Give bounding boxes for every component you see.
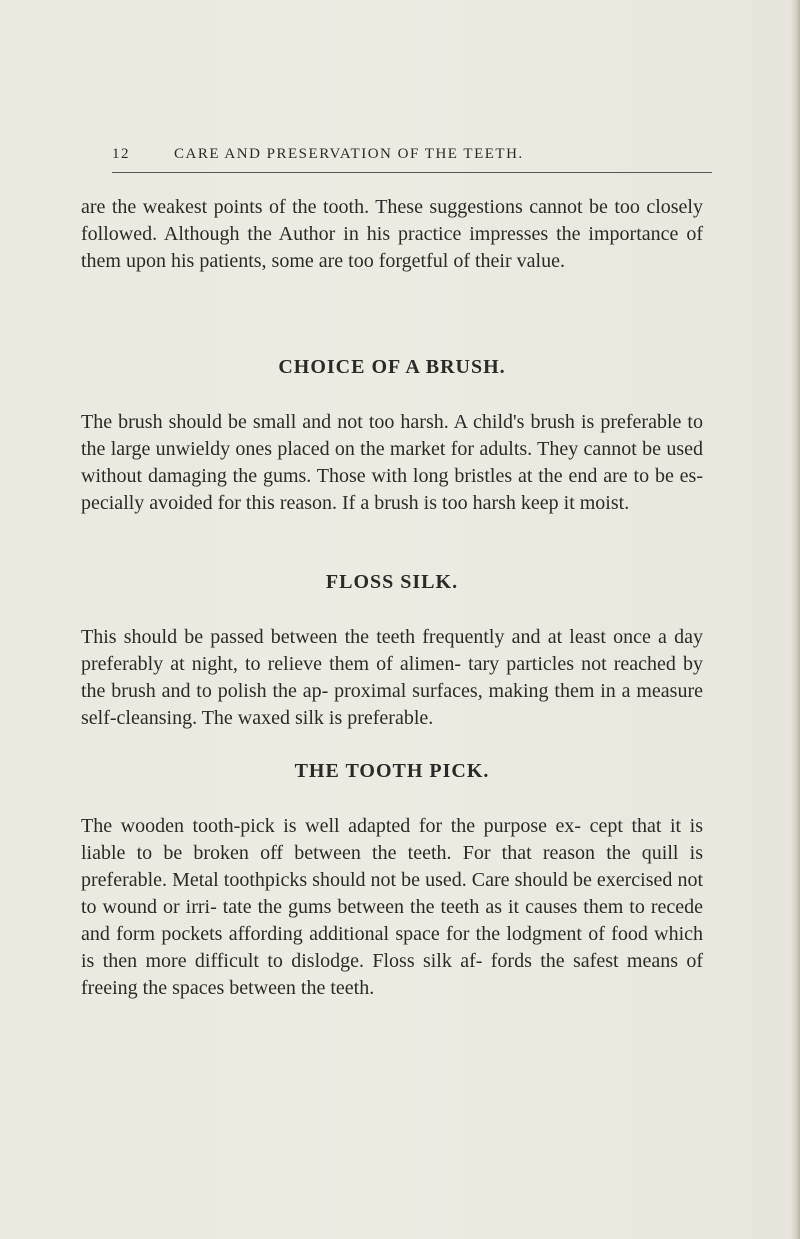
paragraph-floss: This should be passed between the teeth frequently and at least once a day preferably at night, to relieve them of alimen- tary particles not reached by the brush and to polish the ap- proximal surfaces, making them in a measure self-cleansing. The waxed silk is preferable. [81, 626, 703, 729]
page-header [112, 146, 712, 170]
heading-tooth-pick: THE TOOTH PICK. [294, 760, 490, 782]
header-rule [112, 172, 712, 173]
page-number: 12 [112, 146, 130, 162]
paragraph-intro: are the weakest points of the tooth. These suggestions cannot be too closely followed. Although the Author in his practice impresses the importance of them upon his patients, some are too forgetful of their value. [81, 196, 703, 272]
paragraph-brush: The brush should be small and not too harsh. A child's brush is preferable to the large unwieldy ones placed on the market for adults. They cannot be used without damaging the gums. Those with long bristles at the end are to be es- pecially avoided for this reason. If a brush is too harsh keep it moist. [81, 411, 703, 514]
page-edge-shadow [790, 0, 800, 1239]
running-title: CARE AND PRESERVATION OF THE TEETH. [174, 146, 524, 162]
heading-floss-silk: FLOSS SILK. [325, 571, 459, 593]
paragraph-tooth-pick: The wooden tooth-pick is well adapted for the purpose ex- cept that it is liable to be broken off between the teeth. For that reason the quill is preferable. Metal toothpicks should not be used. Care should be exercised not to wound or irri- tate the gums between the teeth as it causes them to recede and form pockets affording additional space for the lodgment of food which is then more difficult to dislodge. Floss silk af- fords the safest means of freeing the spaces between the teeth. [81, 815, 703, 999]
heading-choice-of-brush: CHOICE OF A BRUSH. [278, 356, 506, 378]
